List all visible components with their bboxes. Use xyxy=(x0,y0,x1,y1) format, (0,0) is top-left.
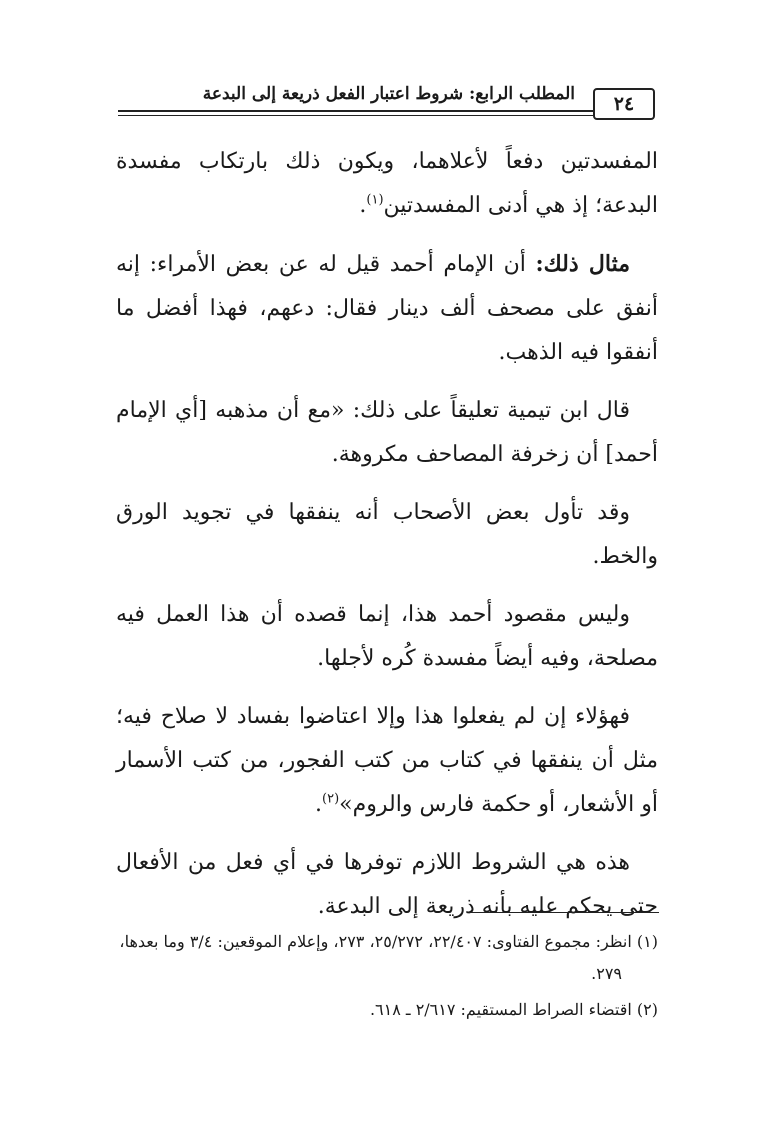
paragraph-1-text: المفسدتين دفعاً لأعلاهما، ويكون ذلك بارتكاب مفسدة البدعة؛ إذ هي أدنى المفسدتين xyxy=(116,149,658,218)
section-title: المطلب الرابع: شروط اعتبار الفعل ذريعة إلى البدعة xyxy=(202,84,575,104)
paragraph-1-end: . xyxy=(359,193,367,218)
paragraph-7: هذه هي الشروط اللازم توفرها في أي فعل من الأفعال حتى يحكم عليه بأنه ذريعة إلى البدعة. xyxy=(116,850,658,919)
paragraph-3: قال ابن تيمية تعليقاً على ذلك: «مع أن مذهبه [أي الإمام أحمد] أن زخرفة المصاحف مكروهة. xyxy=(116,398,658,467)
paragraph-6-end: . xyxy=(315,792,323,817)
footnote-1 xyxy=(116,926,658,990)
main-text xyxy=(116,140,658,943)
paragraph-2 xyxy=(116,242,658,375)
paragraph-1 xyxy=(116,140,658,228)
paragraph-4: وقد تأول بعض الأصحاب أنه ينفقها في تجويد الورق والخط. xyxy=(116,500,658,569)
running-header xyxy=(118,76,655,122)
footnote-2 xyxy=(116,994,658,1026)
footnote-ref-1: (١) xyxy=(366,192,384,208)
footnote-separator xyxy=(469,912,659,913)
footnote-2-text: اقتضاء الصراط المستقيم: ٢/٦١٧ ـ ٦١٨. xyxy=(369,1000,632,1019)
footnote-2-number: (٢) xyxy=(636,1000,658,1019)
header-rule-thick xyxy=(118,110,655,112)
footnote-1-number: (١) xyxy=(636,932,658,951)
footnote-1-text: انظر: مجموع الفتاوى: ٢٢/٤٠٧، ٢٥/٢٧٢، ٢٧٣، وإعلام الموقعين: ٣/٤ وما بعدها، ٢٧٩. xyxy=(119,932,632,983)
footnote-ref-2: (٢) xyxy=(322,791,340,807)
header-rule-thin xyxy=(118,115,655,116)
page-number: ٢٤ xyxy=(593,88,655,120)
paragraph-6-text: فهؤلاء إن لم يفعلوا هذا وإلا اعتاضوا بفساد لا صلاح فيه؛ مثل أن ينفقها في كتاب من كتب الفجور، من كتب الأسمار أو الأشعار، أو حكمة فارس والروم» xyxy=(116,704,658,817)
paragraph-5: وليس مقصود أحمد هذا، إنما قصده أن هذا العمل فيه مصلحة، وفيه أيضاً مفسدة كُره لأجلها. xyxy=(116,602,658,671)
paragraph-2-text: أن الإمام أحمد قيل له عن بعض الأمراء: إنه أنفق على مصحف ألف دينار فقال: دعهم، فهذا أفضل ما أنفقوا فيه الذهب. xyxy=(116,252,658,365)
paragraph-6 xyxy=(116,695,658,827)
example-lead: مثال ذلك: xyxy=(535,251,631,277)
footnotes xyxy=(116,926,658,1030)
